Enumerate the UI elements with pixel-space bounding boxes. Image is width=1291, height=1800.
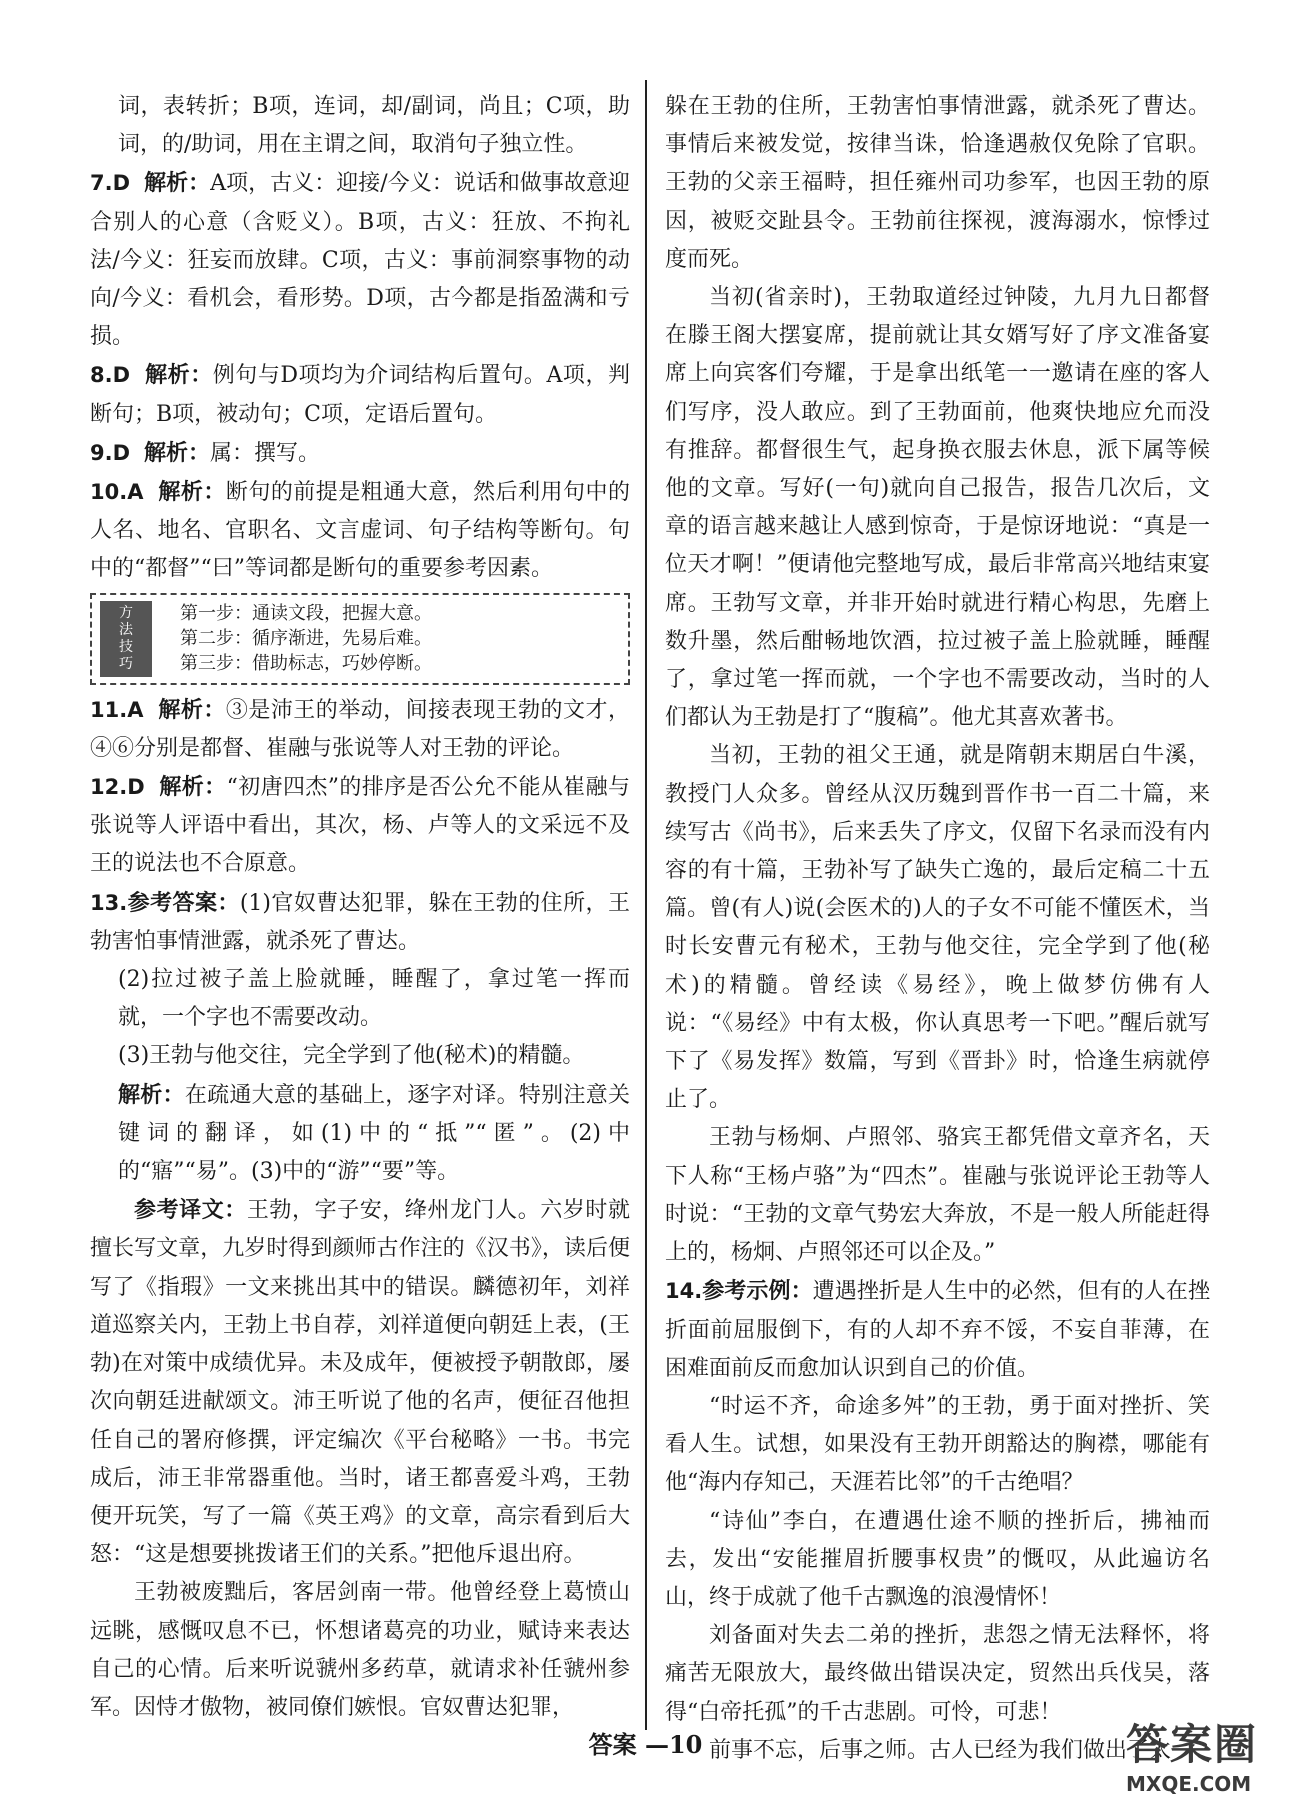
tip-step: 第二步：循序渐进，先易后难。 [180,628,432,650]
answer-number: 11.A [90,697,144,722]
watermark-url: MXQE.COM [1126,1772,1252,1796]
answer-number: 9.D [90,440,131,465]
answer-label: 解析： [158,696,226,723]
answer-number: 8.D [90,363,131,388]
page-number: 答案 —10 [588,1730,703,1759]
answer-text: (1)官奴曹达犯罪，躲在王勃的住所，王勃害怕事情泄露，就杀死了曹达。 [90,890,630,954]
method-tip-badge [100,601,152,677]
answer-label: 解析： [159,774,227,801]
badge-char: 技 [119,638,133,655]
badge-char: 法 [119,621,133,638]
answer-13 [90,884,630,961]
tip-step: 第三步：借助标志，巧妙停断。 [180,653,432,675]
method-tip-box [90,593,630,685]
answer-13-part-3: (3)王勃与他交往，完全学到了他(秘术)的精髓。 [118,1043,585,1069]
answer-label: 解析： [144,170,211,197]
answer-8 [90,356,630,433]
answer-label: 解析： [145,362,213,389]
answer-label: 参考示例： [702,1278,813,1305]
answer-14 [665,1272,1210,1388]
translation-paragraph-2: 王勃被废黜后，客居剑南一带。他曾经登上葛愤山远眺，感慨叹息不已，怀想诸葛亮的功业，赋诗来表达自己的心情。后来听说虢州多药草，就请求补任虢州参军。因恃才傲物，被同僚们嫉恨。官奴曹达犯罪， [90,1580,630,1720]
paragraph-continued: 词，表转折；B项，连词，却/副词，尚且；C项，助词，的/助词，用在主谓之间，取消句子独立性。 [118,94,630,158]
essay-paragraph: “诗仙”李白，在遭遇仕途不顺的挫折后，拂袖而去，发出“安能摧眉折腰事权贵”的慨叹，从此遍访名山，终于成就了他千古飘逸的浪漫情怀！ [665,1508,1210,1610]
badge-char: 方 [119,604,133,621]
translation-continued: 躲在王勃的住所，王勃害怕事情泄露，就杀死了曹达。事情后来被发觉，按律当诛，恰逢遇赦仅免除了官职。王勃的父亲王福畤，担任雍州司功参军，也因王勃的原因，被贬交趾县令。王勃前往探视，渡海溺水，惊悸过度而死。 [665,94,1210,272]
translation-label: 参考译文： [134,1197,247,1224]
answer-number: 13. [90,890,128,915]
explanation-text: 在疏通大意的基础上，逐字对译。特别注意关键词的翻译，如(1)中的“抵”“匿”。(2)中的“寤”“易”。(3)中的“游”“要”等。 [118,1082,630,1185]
explanation-label: 解析： [118,1081,185,1108]
answer-13-explanation [90,1076,630,1192]
right-column [665,88,1210,1770]
watermark-logo [1126,1712,1271,1796]
answer-number: 7.D [90,171,131,196]
column-divider [645,80,647,1730]
answer-text: 断句的前提是粗通大意，然后利用句中的人名、地名、官职名、文言虚词、句子结构等断句。句中的“都督”“曰”等词都是断句的重要参考因素。 [90,480,630,582]
left-column [90,88,630,1727]
essay-paragraph: “时运不齐，命途多舛”的王勃，勇于面对挫折、笑看人生。试想，如果没有王勃开朗豁达的胸襟，哪能有他“海内存知己，天涯若比邻”的千古绝唱？ [665,1393,1210,1496]
essay-paragraph: 刘备面对失去二弟的挫折，悲怨之情无法释怀，将痛苦无限放大，最终做出错误决定，贸然出兵伐吴，落得“白帝托孤”的千古悲剧。可怜，可悲！ [665,1623,1210,1725]
translation-text: 王勃，字子安，绛州龙门人。六岁时就擅长写文章，九岁时得到颜师古作注的《汉书》，读后便写了《指瑕》一文来挑出其中的错误。麟德初年，刘祥道巡察关内，王勃上书自荐，刘祥道便向朝廷上表，(王勃)在对策中成绩优异。未及成年，便被授予朝散郎，屡次向朝廷进献颂文。沛王听说了他的名声，便征召他担任自己的署府修撰，评定编次《平台秘略》一书。书完成后，沛王非常器重他。当时，诸王都喜爱斗鸡，王勃便开玩笑，写了一篇《英王鸡》的文章，高宗看到后大怒：“这是想要挑拨诸王们的关系。”把他斥退出府。 [90,1198,630,1568]
answer-9 [90,434,630,473]
answer-10 [90,473,630,589]
answer-text: 遭遇挫折是人生中的必然，但有的人在挫折面前屈服倒下，有的人却不弃不馁，不妄自菲薄，在困难面前反而愈加认识到自己的价值。 [665,1279,1210,1381]
tip-step: 第一步：通读文段，把握大意。 [180,603,432,625]
answer-13-part-2: (2)拉过被子盖上脸就睡，睡醒了，拿过笔一挥而就，一个字也不需要改动。 [118,967,630,1031]
answer-text: “初唐四杰”的排序是否公允不能从崔融与张说等人评语中看出，其次，杨、卢等人的文采远不及王的说法也不合原意。 [90,775,630,877]
answer-label: 解析： [158,479,226,506]
answer-number: 14. [665,1279,703,1304]
essay-paragraph: 前事不忘，后事之师。古人已经为我们做出了太 [709,1737,1172,1763]
translation-paragraph-4: 当初，王勃的祖父王通，就是隋朝末期居白牛溪，教授门人众多。曾经从汉历魏到晋作书一百二十篇，来续写古《尚书》，后来丢失了序文，仅留下名录而没有内容的有十篇，王勃补写了缺失亡逸的，最后定稿二十五篇。曾(有人)说(会医术的)人的子女不可能不懂医术，当时长安曹元有秘术，王勃与他交往，完全学到了他(秘术)的精髓。曾经读《易经》，晚上做梦仿佛有人说：“《易经》中有太极，你认真思考一下吧。”醒后就写下了《易发挥》数篇，写到《晋卦》时，恰逢生病就停止了。 [665,743,1210,1113]
answer-text: 例句与D项均为介词结构后置句。A项，判断句；B项，被动句；C项，定语后置句。 [90,363,630,427]
translation-paragraph-1 [90,1191,630,1574]
answer-7 [90,164,630,356]
watermark-main: 答案圈 [1126,1720,1259,1769]
answer-label: 参考答案： [127,889,240,916]
answer-number: 12.D [90,775,145,800]
answer-11 [90,691,630,768]
answer-text: ③是沛王的举动，间接表现王勃的文才，④⑥分别是都督、崔融与张说等人对王勃的评论。 [90,697,630,761]
translation-paragraph-3: 当初(省亲时)，王勃取道经过钟陵，九月九日都督在滕王阁大摆宴席，提前就让其女婿写好了序文准备宴席上向宾客们夸耀，于是拿出纸笔一一邀请在座的客人们写序，没人敢应。到了王勃面前，他爽快地应允而没有推辞。都督很生气，起身换衣服去休息，派下属等候他的文章。写好(一句)就向自己报告，报告几次后，文章的语言越来越让人感到惊奇，于是惊讶地说：“真是一位天才啊！”便请他完整地写成，最后非常高兴地结束宴席。王勃写文章，并非开始时就进行精心构思，先磨上数升墨，然后酣畅地饮酒，拉过被子盖上脸就睡，睡醒了，拿过笔一挥而就，一个字也不需要改动，当时的人们都认为王勃是打了“腹稿”。他尤其喜欢著书。 [665,285,1210,731]
answer-text: 属：撰写。 [210,440,321,466]
answer-12 [90,768,630,884]
answer-number: 10.A [90,480,144,505]
method-tip-lines [180,601,432,676]
badge-char: 巧 [119,655,133,672]
answer-label: 解析： [144,439,211,466]
translation-paragraph-5: 王勃与杨炯、卢照邻、骆宾王都凭借文章齐名，天下人称“王杨卢骆”为“四杰”。崔融与张说评论王勃等人时说：“王勃的文章气势宏大奔放，不是一般人所能赶得上的，杨炯、卢照邻还可以企及。” [665,1125,1210,1266]
answer-text: A项，古义：迎接/今义：说话和做事故意迎合别人的心意（含贬义）。B项，古义：狂放、不拘礼法/今义：狂妄而放肆。C项，古义：事前洞察事物的动向/今义：看机会，看形势。D项，古今都是指盈满和亏损。 [90,171,630,350]
